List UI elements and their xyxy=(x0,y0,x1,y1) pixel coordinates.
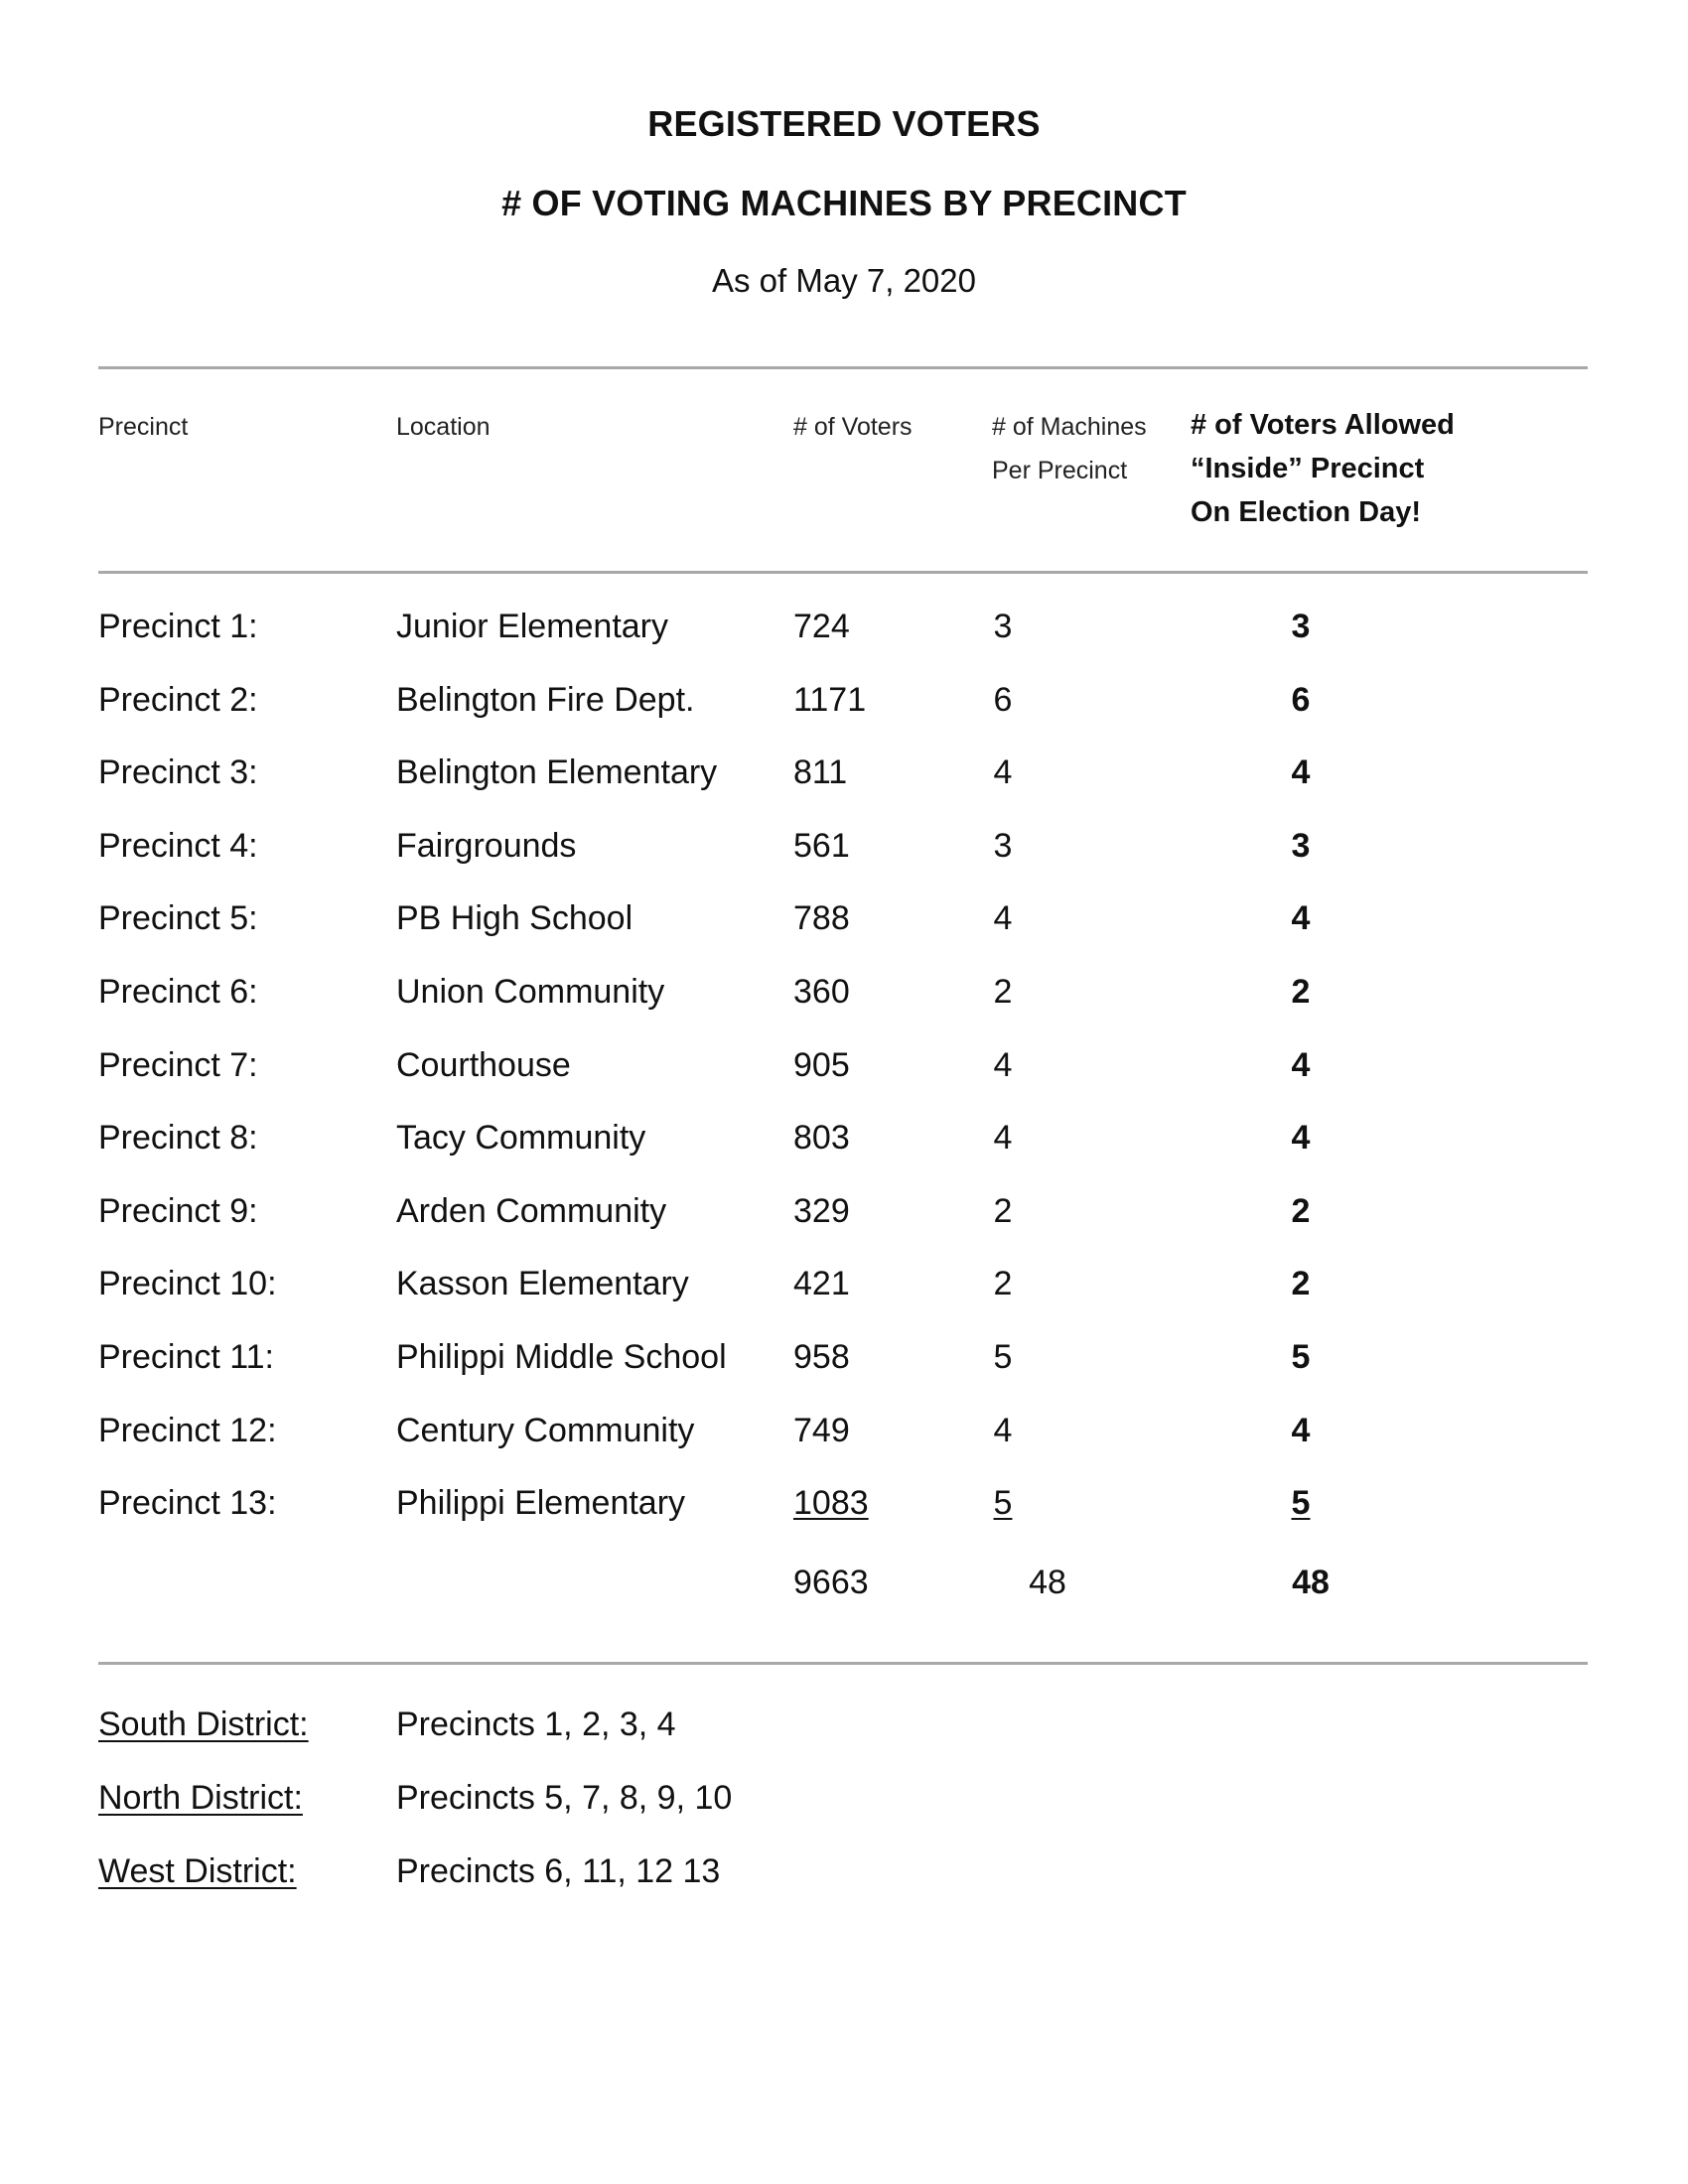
location-cell: PB High School xyxy=(396,899,633,938)
location-cell: Arden Community xyxy=(396,1191,667,1230)
bottom-rule xyxy=(98,1662,1588,1665)
location-cell: Union Community xyxy=(396,972,665,1011)
machines-cell: 4 xyxy=(993,899,1013,938)
machines-cell xyxy=(953,1484,1053,1523)
precinct-cell: Precinct 9: xyxy=(98,1191,258,1230)
voters-cell: 749 xyxy=(793,1411,850,1449)
location-cell: Century Community xyxy=(396,1411,695,1449)
table-row xyxy=(0,1119,1688,1192)
total-allowed: 48 xyxy=(1292,1564,1330,1601)
district-precincts: Precincts 1, 2, 3, 4 xyxy=(396,1706,676,1743)
district-name: West District: xyxy=(98,1852,297,1890)
precinct-cell: Precinct 6: xyxy=(98,972,258,1011)
location-cell: Fairgrounds xyxy=(396,826,577,865)
machines-value: 5 xyxy=(993,1484,1013,1523)
list-item xyxy=(0,1779,1688,1852)
location-cell: Junior Elementary xyxy=(396,608,669,645)
precinct-cell: Precinct 5: xyxy=(98,899,258,938)
allowed-cell: 4 xyxy=(1291,899,1311,938)
voters-cell: 360 xyxy=(793,972,850,1011)
voters-cell: 1083 xyxy=(793,1484,869,1523)
machines-cell: 5 xyxy=(993,1337,1013,1376)
location-cell: Belington Elementary xyxy=(396,753,718,792)
district-list xyxy=(0,1706,1688,1926)
list-item xyxy=(0,1706,1688,1779)
district-precincts: Precincts 5, 7, 8, 9, 10 xyxy=(396,1779,733,1817)
precinct-cell: Precinct 12: xyxy=(98,1411,277,1449)
machines-cell: 4 xyxy=(993,1411,1013,1449)
table-row xyxy=(0,1265,1688,1338)
table-row xyxy=(0,1338,1688,1412)
table-row xyxy=(0,681,1688,754)
list-item xyxy=(0,1852,1688,1926)
table-row xyxy=(0,899,1688,973)
header-allowed-line1: # of Voters Allowed xyxy=(1191,409,1455,441)
voters-cell: 724 xyxy=(793,608,850,645)
header-allowed-line3: On Election Day! xyxy=(1191,496,1422,528)
table-row xyxy=(0,1412,1688,1485)
location-cell: Tacy Community xyxy=(396,1119,646,1158)
precinct-cell: Precinct 8: xyxy=(98,1119,258,1158)
voters-cell: 811 xyxy=(793,753,848,792)
precinct-cell: Precinct 4: xyxy=(98,826,258,865)
allowed-value: 5 xyxy=(1291,1484,1311,1523)
allowed-cell xyxy=(1251,1484,1350,1523)
precinct-cell: Precinct 2: xyxy=(98,680,258,719)
voters-cell: 905 xyxy=(793,1045,850,1084)
totals-row xyxy=(0,1564,1688,1613)
voters-cell: 329 xyxy=(793,1191,850,1230)
table-row xyxy=(0,608,1688,681)
location-cell: Kasson Elementary xyxy=(396,1265,689,1303)
voters-cell: 958 xyxy=(793,1337,850,1376)
location-cell: Belington Fire Dept. xyxy=(396,680,695,719)
machines-cell: 2 xyxy=(993,1191,1013,1230)
table-row xyxy=(0,1192,1688,1266)
header-voters: # of Voters xyxy=(793,413,913,441)
page-subtitle: # OF VOTING MACHINES BY PRECINCT xyxy=(501,183,1187,223)
allowed-cell: 3 xyxy=(1291,608,1311,645)
allowed-cell: 4 xyxy=(1291,1045,1311,1084)
precinct-cell: Precinct 11: xyxy=(98,1337,275,1376)
allowed-cell: 2 xyxy=(1291,1191,1311,1230)
location-cell: Philippi Elementary xyxy=(396,1484,686,1523)
table-row xyxy=(0,1046,1688,1120)
precinct-cell: Precinct 10: xyxy=(98,1265,277,1303)
header-precinct: Precinct xyxy=(98,413,189,441)
header-machines-line2: Per Precinct xyxy=(992,457,1128,484)
precinct-cell: Precinct 3: xyxy=(98,753,258,792)
allowed-cell: 4 xyxy=(1291,753,1311,792)
voters-cell: 1171 xyxy=(793,680,867,719)
allowed-cell: 2 xyxy=(1291,972,1311,1011)
as-of-date: As of May 7, 2020 xyxy=(712,262,976,299)
precinct-cell: Precinct 13: xyxy=(98,1484,277,1523)
machines-cell: 6 xyxy=(993,680,1013,719)
machines-cell: 2 xyxy=(993,1265,1013,1303)
machines-cell: 4 xyxy=(993,1045,1013,1084)
header-location: Location xyxy=(396,413,491,441)
header-allowed-line2: “Inside” Precinct xyxy=(1191,453,1425,484)
location-cell: Courthouse xyxy=(396,1045,571,1084)
precinct-cell: Precinct 7: xyxy=(98,1045,258,1084)
district-name: North District: xyxy=(98,1779,303,1817)
top-rule xyxy=(98,366,1588,369)
voters-cell: 803 xyxy=(793,1119,850,1158)
voters-cell: 788 xyxy=(793,899,850,938)
precinct-cell: Precinct 1: xyxy=(98,608,258,645)
allowed-cell: 6 xyxy=(1291,680,1311,719)
precinct-table xyxy=(0,608,1688,1558)
allowed-cell: 4 xyxy=(1291,1119,1311,1158)
district-precincts: Precincts 6, 11, 12 13 xyxy=(396,1852,721,1890)
machines-cell: 4 xyxy=(993,1119,1013,1158)
allowed-cell: 2 xyxy=(1291,1265,1311,1303)
machines-cell: 2 xyxy=(993,972,1013,1011)
table-row xyxy=(0,827,1688,900)
total-voters: 9663 xyxy=(793,1564,869,1601)
page-title: REGISTERED VOTERS xyxy=(647,103,1041,144)
header-machines-line1: # of Machines xyxy=(992,413,1147,441)
header-rule xyxy=(98,571,1588,574)
machines-cell: 3 xyxy=(993,608,1013,645)
machines-cell: 4 xyxy=(993,753,1013,792)
district-name: South District: xyxy=(98,1706,309,1743)
machines-cell: 3 xyxy=(993,826,1013,865)
voters-cell: 561 xyxy=(793,826,850,865)
voters-cell: 421 xyxy=(793,1265,850,1303)
allowed-cell: 3 xyxy=(1291,826,1311,865)
allowed-cell: 4 xyxy=(1291,1411,1311,1449)
total-machines: 48 xyxy=(1029,1564,1066,1601)
table-row xyxy=(0,1484,1688,1558)
table-row xyxy=(0,973,1688,1046)
location-cell: Philippi Middle School xyxy=(396,1337,727,1376)
table-row xyxy=(0,753,1688,827)
allowed-cell: 5 xyxy=(1291,1337,1311,1376)
